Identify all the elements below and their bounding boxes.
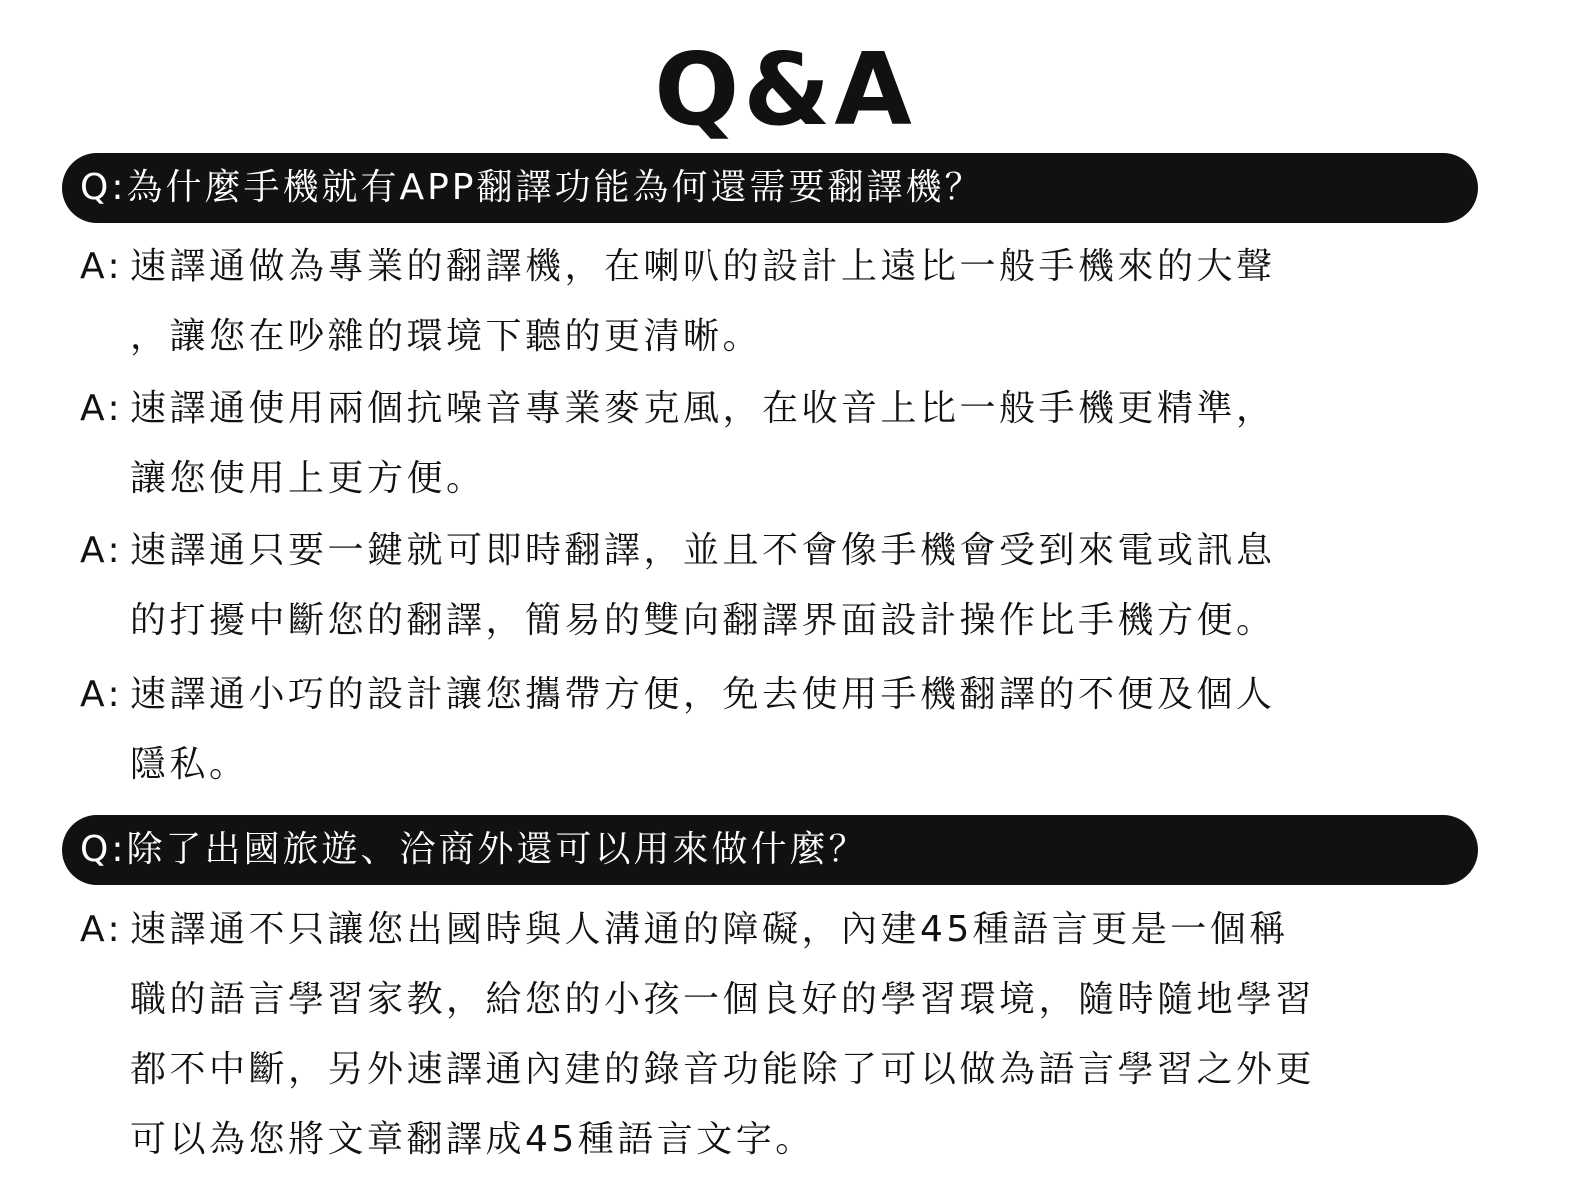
- question-bar: [62, 815, 1478, 885]
- answer-line: ，讓您在吵雜的環境下聽的更清晰。: [130, 316, 763, 357]
- answer-block: [80, 374, 1500, 514]
- question-text: Q:為什麼手機就有APP翻譯功能為何還需要翻譯機？: [80, 167, 984, 208]
- answer-prefix: A:: [80, 388, 124, 429]
- answer-text: 速譯通小巧的設計讓您攜帶方便，免去使用手機翻譯的不便及個人: [130, 674, 1276, 715]
- answer-line: [80, 895, 1500, 965]
- answer-block: [80, 660, 1500, 800]
- answer-line: 可以為您將文章翻譯成45種語言文字。: [130, 1119, 815, 1160]
- answer-prefix: A:: [80, 674, 124, 715]
- answer-prefix: A:: [80, 246, 124, 287]
- answer-block: [80, 516, 1500, 656]
- answer-line: [80, 516, 1500, 586]
- answer-line: 讓您使用上更方便。: [130, 458, 486, 499]
- question-text: Q:除了出國旅遊、洽商外還可以用來做什麼？: [80, 829, 868, 870]
- answer-text: 速譯通使用兩個抗噪音專業麥克風，在收音上比一般手機更精準，: [130, 388, 1276, 429]
- page-title: Q&A: [654, 31, 916, 148]
- question-bar: [62, 153, 1478, 223]
- answer-line: [80, 660, 1500, 730]
- answer-text: 速譯通不只讓您出國時與人溝通的障礙，內建45種語言更是一個稱: [130, 909, 1289, 950]
- answer-line: 的打擾中斷您的翻譯，簡易的雙向翻譯界面設計操作比手機方便。: [130, 600, 1276, 641]
- answer-line: [80, 232, 1500, 302]
- answer-prefix: A:: [80, 909, 124, 950]
- answer-text: 速譯通做為專業的翻譯機，在喇叭的設計上遠比一般手機來的大聲: [130, 246, 1276, 287]
- answer-text: 速譯通只要一鍵就可即時翻譯，並且不會像手機會受到來電或訊息: [130, 530, 1276, 571]
- answer-block: [80, 895, 1500, 1175]
- answer-line: 都不中斷，另外速譯通內建的錄音功能除了可以做為語言學習之外更: [130, 1049, 1316, 1090]
- answer-line: 隱私。: [130, 744, 249, 785]
- answer-block: [80, 232, 1500, 372]
- answer-prefix: A:: [80, 530, 124, 571]
- answer-line: 職的語言學習家教，給您的小孩一個良好的學習環境，隨時隨地學習: [130, 979, 1316, 1020]
- answer-line: [80, 374, 1500, 444]
